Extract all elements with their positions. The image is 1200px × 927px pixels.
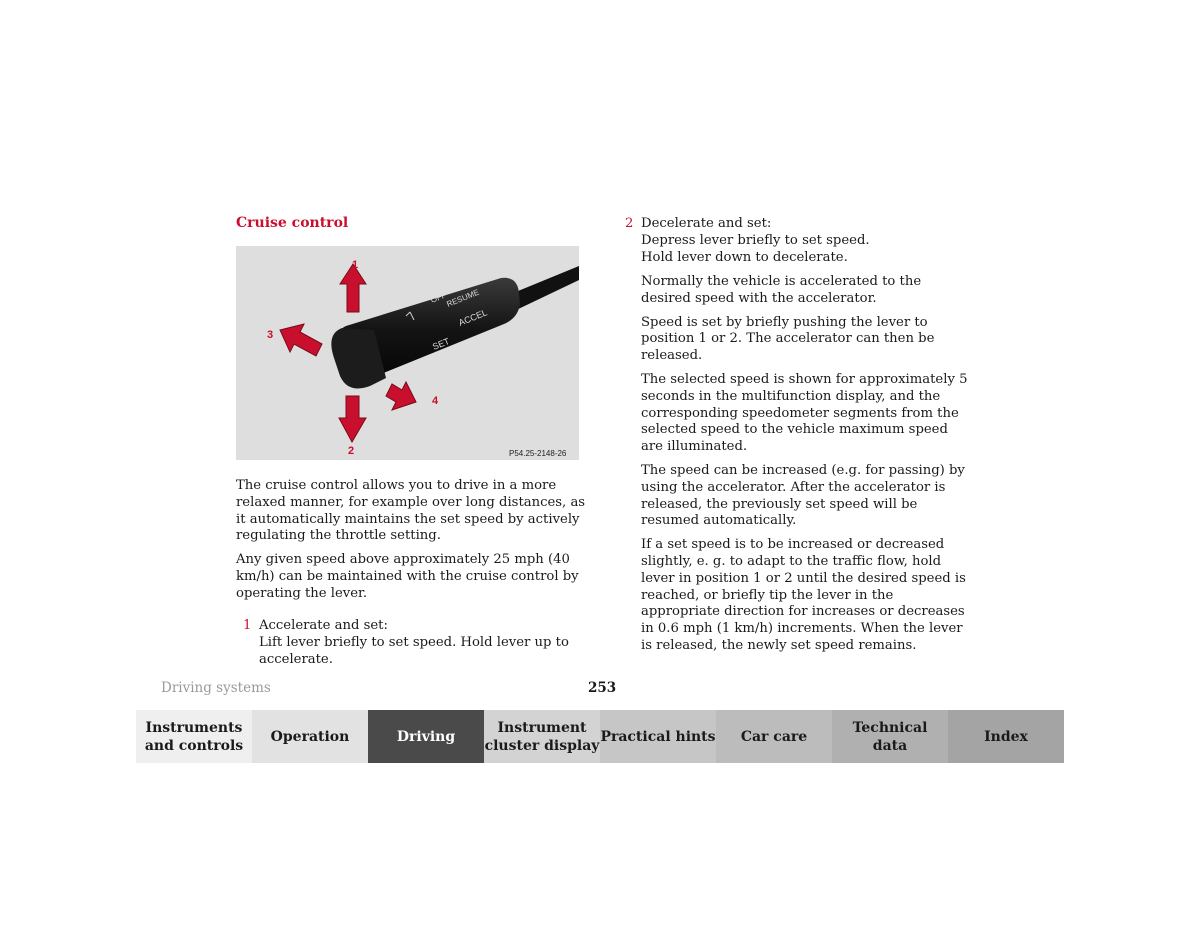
callout-4: 4 [432, 395, 439, 407]
lever-label-set: SET [431, 336, 451, 352]
tab-practical-hints[interactable]: Practical hints [600, 710, 716, 763]
list-item-2 [618, 216, 968, 266]
lever-diagram [236, 246, 579, 460]
item-number-1: 1 [243, 618, 252, 633]
callout-2: 2 [348, 445, 355, 457]
right-paragraph-3: The selected speed is shown for approximately 5 seconds in the multifunction display, and the corresponding speedometer segments from the selected speed to the vehicle maximum speed are illuminated. [641, 371, 968, 455]
figure-code: P54.25-2148-26 [509, 449, 567, 458]
callout-3: 3 [267, 329, 274, 341]
right-paragraph-5: If a set speed is to be increased or decreased slightly, e. g. to adapt to the traffic flow, hold lever in position 1 or 2 until the desired speed is reached, or briefly tip the lever in the appropriate direction for increases or decreases in 0.6 mph (1 km/h) increments. When the lever is released, the newly set speed remains. [641, 537, 966, 653]
arrow-away-icon [386, 382, 416, 410]
tab-instruments-and-controls[interactable]: Instruments and controls [136, 710, 252, 763]
item-2-line-2: Hold lever down to decelerate. [641, 249, 848, 265]
item-2-line-1: Depress lever briefly to set speed. [641, 232, 870, 248]
tab-driving[interactable]: Driving [368, 710, 484, 763]
item-2-title: Decelerate and set: [641, 216, 772, 231]
arrow-down-icon [339, 396, 366, 442]
left-paragraph-1: The cruise control allows you to drive in a more relaxed manner, for example over long distances, as it automatically maintains the set speed by actively regulating the throttle setting. [236, 478, 586, 544]
lever-label-decel: DECEL [459, 337, 491, 358]
tab-operation[interactable]: Operation [252, 710, 368, 763]
right-column [641, 274, 969, 662]
tab-technical-data[interactable]: Technical data [832, 710, 948, 763]
tab-car-care[interactable]: Car care [716, 710, 832, 763]
right-paragraph-1: Normally the vehicle is accelerated to the desired speed with the accelerator. [641, 274, 922, 306]
item-1-text: Lift lever briefly to set speed. Hold lever up to accelerate. [259, 634, 569, 667]
left-paragraph-2: Any given speed above approximately 25 mph (40 km/h) can be maintained with the cruise control by operating the lever. [236, 552, 579, 601]
footer-section-title: Driving systems [161, 680, 271, 696]
callout-1: 1 [352, 259, 359, 271]
arrow-toward-icon [280, 324, 322, 356]
arrow-up-icon [340, 264, 366, 312]
right-paragraph-4: The speed can be increased (e.g. for passing) by using the accelerator. After the accelerator is released, the previously set speed will be resumed automatically. [641, 462, 965, 529]
lever-label-off: OFF [429, 290, 448, 305]
lever-label-accel: ACCEL [457, 307, 489, 328]
lever-label-resume: RESUME [445, 287, 481, 309]
item-number-2: 2 [625, 216, 634, 231]
tab-instrument-cluster-display[interactable]: Instrument cluster display [484, 710, 600, 763]
page-number: 253 [588, 680, 617, 696]
cruise-control-lever-illustration [236, 246, 579, 460]
left-column [236, 478, 586, 610]
tab-index[interactable]: Index [948, 710, 1064, 763]
section-heading: Cruise control [236, 215, 349, 231]
chapter-nav [136, 710, 1064, 763]
item-1-title: Accelerate and set: [259, 618, 388, 633]
list-item-1 [236, 618, 586, 668]
right-paragraph-2: Speed is set by briefly pushing the lever to position 1 or 2. The accelerator can then be released. [641, 314, 935, 364]
